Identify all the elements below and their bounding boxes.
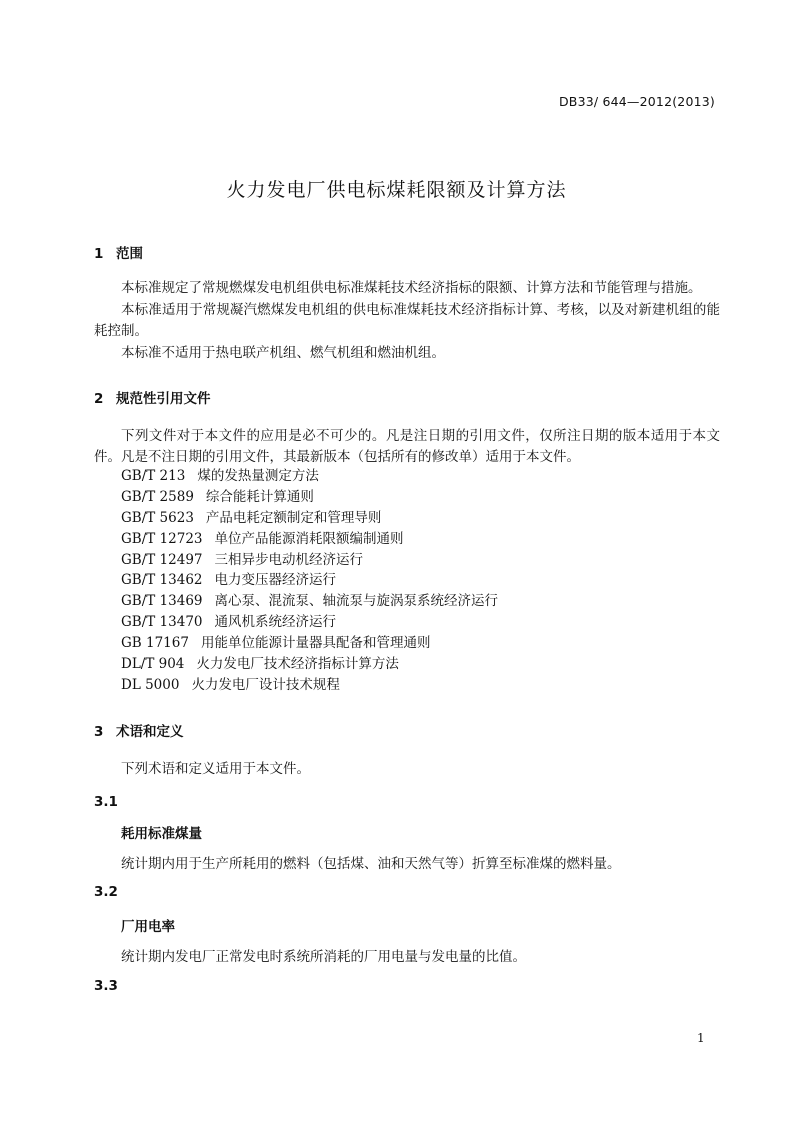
reference-code: GB/T 5623 xyxy=(121,509,194,526)
section-1-paragraph-2: 本标准适用于常规凝汽燃煤发电机组的供电标准煤耗技术经济指标计算、考核，以及对新建机组的能耗控制。 xyxy=(94,302,720,339)
reference-item xyxy=(121,675,498,696)
reference-title: 煤的发热量测定方法 xyxy=(197,468,319,484)
standard-code: DB33/ 644—2012(2013) xyxy=(558,94,715,109)
normative-references-list xyxy=(121,466,498,696)
section-3-heading xyxy=(94,720,184,740)
section-2-intro: 下列文件对于本文件的应用是必不可少的。凡是注日期的引用文件，仅所注日期的版本适用于本文件。凡是不注日期的引用文件，其最新版本（包括所有的修改单）适用于本文件。 xyxy=(94,428,720,465)
reference-item xyxy=(121,633,498,654)
clause-3-1-number: 3.1 xyxy=(94,794,118,810)
reference-title: 产品电耗定额制定和管理导则 xyxy=(205,509,382,526)
reference-title: 单位产品能源消耗限额编制通则 xyxy=(214,530,404,547)
section-2-heading xyxy=(94,387,211,407)
reference-title: 火力发电厂技术经济指标计算方法 xyxy=(196,656,399,673)
reference-code: GB/T 2589 xyxy=(121,488,194,505)
section-2-title: 规范性引用文件 xyxy=(116,391,211,407)
reference-title: 综合能耗计算通则 xyxy=(205,488,314,505)
section-1-heading xyxy=(94,242,143,262)
reference-title: 通风机系统经济运行 xyxy=(214,614,336,631)
reference-code: GB 17167 xyxy=(121,635,189,652)
reference-item xyxy=(121,612,498,633)
section-2-number: 2 xyxy=(94,391,104,407)
reference-title: 离心泵、混流泵、轴流泵与旋涡泵系统经济运行 xyxy=(214,593,498,610)
section-3-title: 术语和定义 xyxy=(116,724,184,740)
reference-item xyxy=(121,529,498,550)
reference-title: 用能单位能源计量器具配备和管理通则 xyxy=(200,635,431,652)
definition-3-1: 统计期内用于生产所耗用的燃料（包括煤、油和天然气等）折算至标准煤的燃料量。 xyxy=(121,856,621,872)
section-3-number: 3 xyxy=(94,724,104,740)
clause-3-3-number: 3.3 xyxy=(94,978,118,994)
reference-item xyxy=(121,487,498,508)
term-3-2: 厂用电率 xyxy=(121,919,175,935)
reference-title: 电力变压器经济运行 xyxy=(214,572,336,589)
reference-code: GB/T 12497 xyxy=(121,551,203,568)
section-1-paragraph-3: 本标准不适用于热电联产机组、燃气机组和燃油机组。 xyxy=(121,345,445,361)
reference-item xyxy=(121,570,498,591)
clause-3-2-number: 3.2 xyxy=(94,884,118,900)
section-1-paragraph-1: 本标准规定了常规燃煤发电机组供电标准煤耗技术经济指标的限额、计算方法和节能管理与措施。 xyxy=(121,280,702,296)
reference-title: 三相异步电动机经济运行 xyxy=(214,551,363,568)
reference-item xyxy=(121,508,498,529)
section-1-title: 范围 xyxy=(116,246,143,262)
document-title: 火力发电厂供电标煤耗限额及计算方法 xyxy=(226,179,567,201)
reference-code: GB/T 213 xyxy=(121,468,186,484)
reference-code: DL/T 904 xyxy=(121,656,185,673)
section-3-intro: 下列术语和定义适用于本文件。 xyxy=(121,761,310,777)
definition-3-2: 统计期内发电厂正常发电时系统所消耗的厂用电量与发电量的比值。 xyxy=(121,949,526,965)
reference-code: GB/T 13469 xyxy=(121,593,203,610)
reference-item xyxy=(121,466,498,487)
reference-code: DL 5000 xyxy=(121,676,180,693)
term-3-1: 耗用标准煤量 xyxy=(121,826,202,842)
reference-code: GB/T 13470 xyxy=(121,614,203,631)
reference-item xyxy=(121,550,498,571)
reference-item xyxy=(121,591,498,612)
reference-code: GB/T 12723 xyxy=(121,530,203,547)
reference-title: 火力发电厂设计技术规程 xyxy=(191,676,340,693)
reference-item xyxy=(121,654,498,675)
page-number: 1 xyxy=(697,1031,705,1045)
section-1-number: 1 xyxy=(94,246,104,262)
reference-code: GB/T 13462 xyxy=(121,572,203,589)
